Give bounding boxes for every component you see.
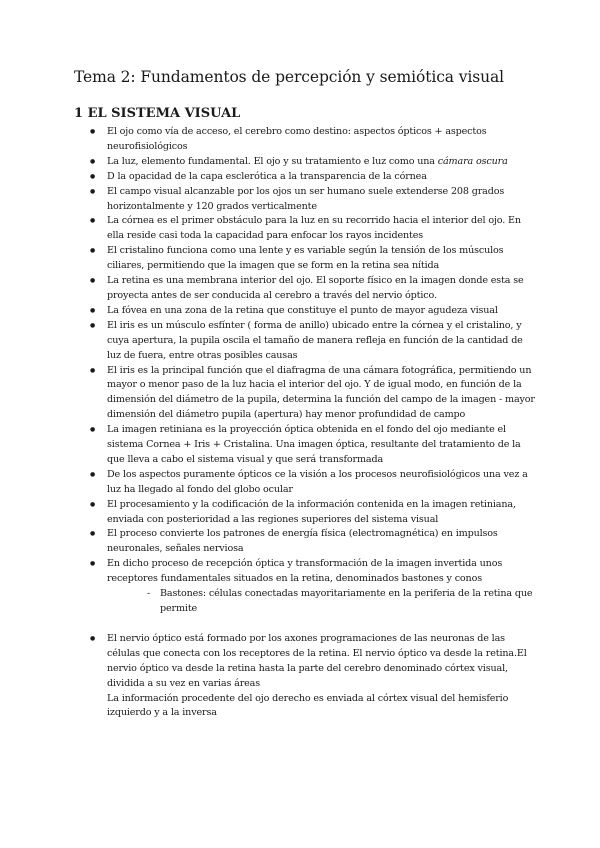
list-item: ● D la opacidad de la capa esclerótica a la transparencia de la córnea [90, 170, 535, 185]
list-item-text: En dicho proceso de recepción óptica y transformación de la imagen invertida unos receptores fundamentales situados en la retina, denominados bastones y conos [107, 558, 503, 585]
list-item: ● La retina es una membrana interior del ojo. El soporte físico en la imagen donde esta se proyecta antes de ser conducida al cerebro a través del nervio óptico. [90, 274, 535, 304]
list-item: ● El proceso convierte los patrones de energía física (electromagnética) en impulsos neuronales, señales nerviosa [90, 527, 535, 557]
list-item [90, 155, 535, 170]
list-item: ● El iris es un músculo esfínter ( forma de anillo) ubicado entre la córnea y el cristalino, y cuya apertura, la pupila oscila el tamaño de manera refleja en función de la cantidad de luz de fuera, entre otras posibles causas [90, 319, 535, 364]
list-item: ● De los aspectos puramente ópticos ce la visión a los procesos neurofisiológicos una vez a luz ha llegado al fondo del globo ocular [90, 468, 535, 498]
list-item-text: El nervio óptico está formado por los axones programaciones de las neuronas de las células que conecta con los receptores de la retina. El nervio óptico va desde la retina.El nervio óptico va desde la retina hasta la parte del cerebro denominado córtex visual, dividida a su vez en varias áreas [107, 632, 527, 689]
list-item-text: La luz, elemento fundamental. El ojo y su tratamiento e luz como una [107, 155, 435, 167]
spacer [107, 617, 535, 632]
trailing-paragraph: La información procedente del ojo derecho es enviada al córtex visual del hemisferio izquierdo y a la inversa [107, 692, 509, 719]
list-item: ● La fóvea en una zona de la retina que constituye el punto de mayor agudeza visual [90, 304, 535, 319]
bullet-list [90, 125, 535, 721]
list-item [90, 632, 535, 721]
section-heading: 1 EL SISTEMA VISUAL [74, 106, 241, 121]
list-item [90, 557, 535, 632]
page-title: Tema 2: Fundamentos de percepción y semiótica visual [74, 68, 505, 86]
list-item: ● La imagen retiniana es la proyección óptica obtenida en el fondo del ojo mediante el sistema Cornea + Iris + Cristalina. Una imagen óptica, resultante del tratamiento de la que lleva a cabo el sistema visual y que será transformada [90, 423, 535, 468]
list-item: ● El ojo como vía de acceso, el cerebro como destino: aspectos ópticos + aspectos neurofisiológicos [90, 125, 535, 155]
list-item: ● El procesamiento y la codificación de la información contenida en la imagen retiniana, enviada con posterioridad a las regiones superiores del sistema visual [90, 498, 535, 528]
sub-list-item: - Bastones: células conectadas mayoritariamente en la periferia de la retina que permite [147, 587, 535, 617]
list-item: ● El iris es la principal función que el diafragma de una cámara fotográfica, permitiendo un mayor o menor paso de la luz hacia el interior del ojo. Y de igual modo, en función de la dimensión del diámetro de la pupila, determina la función del campo de la imagen - mayor dimensión del diámetro pupila (apertura) hay menor profundidad de campo [90, 364, 535, 424]
list-item: ● La córnea es el primer obstáculo para la luz en su recorrido hacia el interior del ojo. En ella reside casi toda la capacidad para enfocar los rayos incidentes [90, 214, 535, 244]
list-item: ● El cristalino funciona como una lente y es variable según la tensión de los músculos ciliares, permitiendo que la imagen que se form en la retina sea nítida [90, 244, 535, 274]
list-item: ● El campo visual alcanzable por los ojos un ser humano suele extenderse 208 grados horizontalmente y 120 grados verticalmente [90, 185, 535, 215]
italic-term: cámara oscura [437, 155, 508, 167]
sub-list [107, 587, 535, 617]
